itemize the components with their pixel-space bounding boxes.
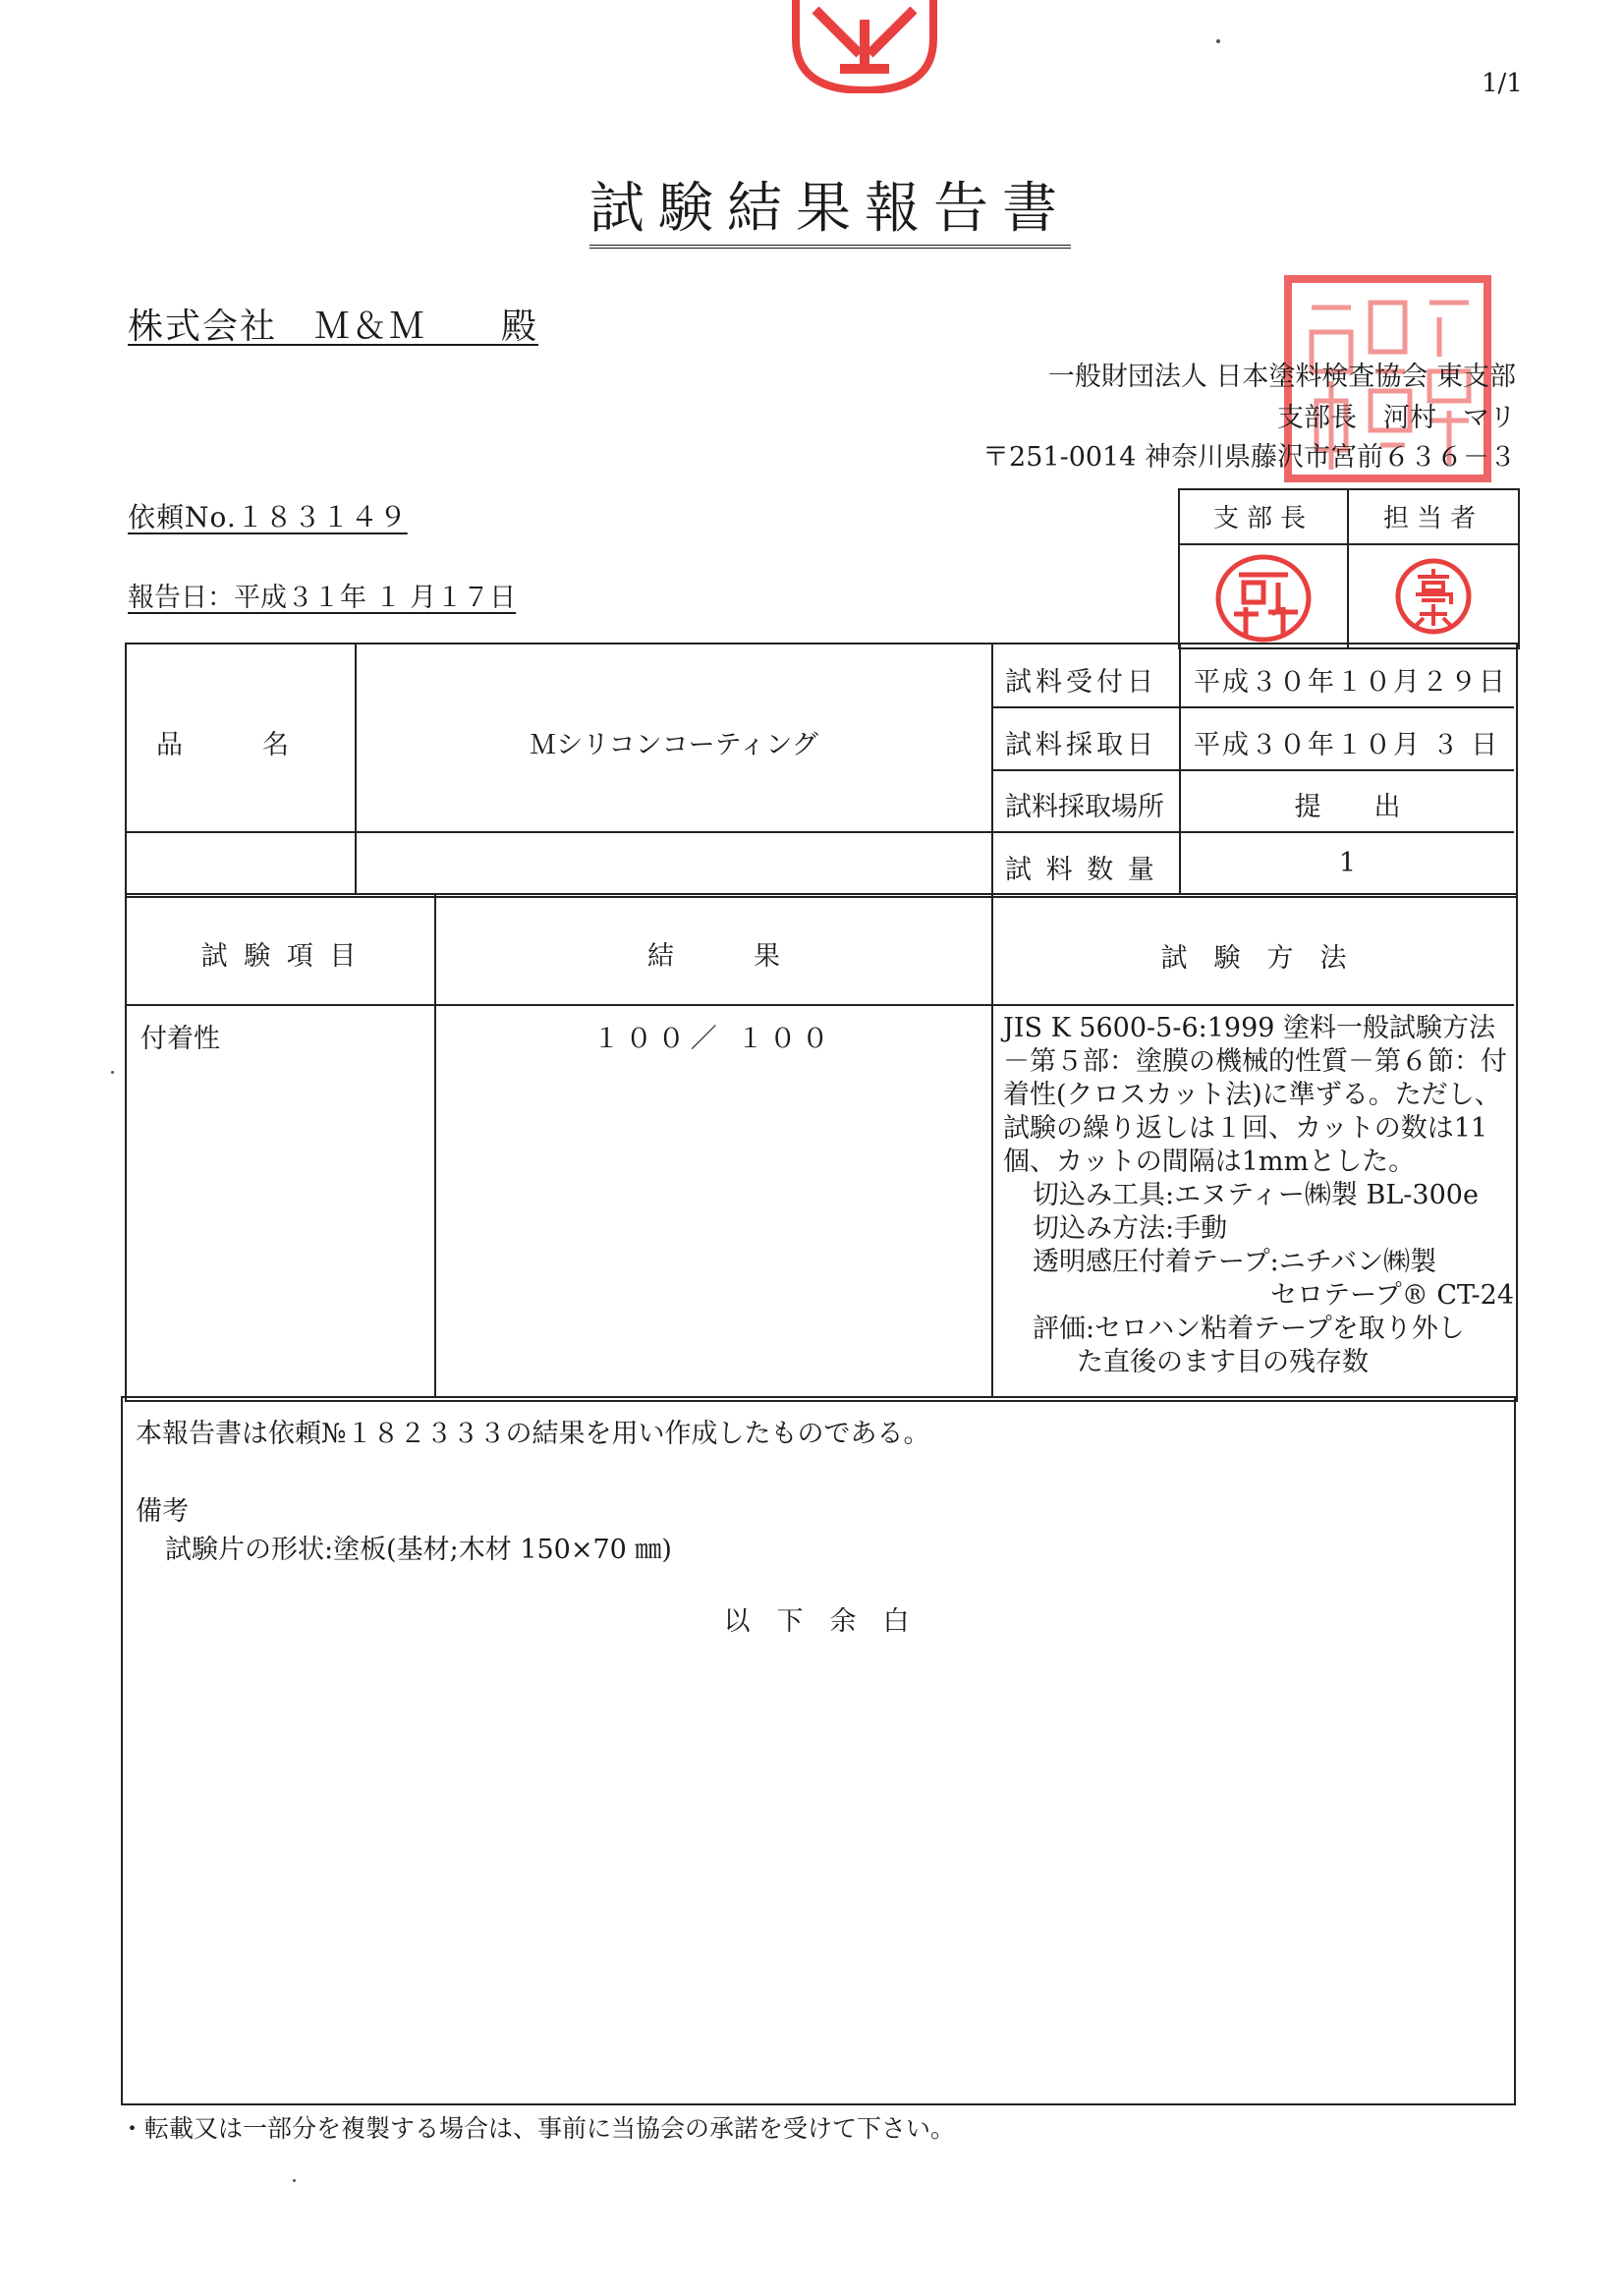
footer-note: ・転載又は一部分を複製する場合は、事前に当協会の承諾を受けて下さい。 bbox=[120, 2114, 956, 2143]
test-result-value: １００／ １００ bbox=[592, 1024, 835, 1054]
receive-date-value: 平成３０年１０月２９日 bbox=[1194, 667, 1507, 698]
method-line: JIS K 5600-5-6:1999 塗料一般試験方法 bbox=[1003, 1013, 1496, 1043]
method-detail: 切込み方法:手動 bbox=[1033, 1213, 1228, 1244]
branch-manager-seal-icon bbox=[1214, 553, 1313, 644]
quantity-value: 1 bbox=[1338, 848, 1357, 878]
method-detail: 切込み工具:エヌティー㈱製 BL-300e bbox=[1033, 1180, 1479, 1210]
issuer-organization: 一般財団法人 日本塗料検査協会 東支部 bbox=[1047, 362, 1516, 392]
col-header-result: 結 果 bbox=[647, 941, 780, 972]
test-item-adhesion: 付着性 bbox=[140, 1024, 220, 1054]
test-method-text bbox=[1003, 1012, 1514, 1379]
col-header-test-method: 試 験 方 法 bbox=[1160, 943, 1347, 974]
sampling-date-label: 試料採取日 bbox=[1005, 730, 1157, 760]
method-line: 着性(クロスカット法)に準ずる。ただし、 bbox=[1003, 1080, 1501, 1110]
top-seal-icon bbox=[786, 0, 943, 93]
sampling-place-value: 提 出 bbox=[1294, 792, 1401, 822]
sample-info-table bbox=[125, 643, 1518, 898]
method-line: －第５部：塗膜の機械的性質－第６節：付 bbox=[1003, 1046, 1507, 1077]
approval-head-branch-manager: 支部長 bbox=[1212, 504, 1314, 533]
request-number: 依頼No.１８３１４９ bbox=[128, 501, 408, 533]
recipient: 株式会社 Ｍ＆Ｍ 殿 bbox=[128, 307, 539, 347]
person-in-charge-seal-icon bbox=[1394, 557, 1473, 636]
method-detail: 透明感圧付着テープ:ニチバン㈱製 bbox=[1033, 1247, 1437, 1277]
receive-date-label: 試料受付日 bbox=[1005, 667, 1157, 698]
issuer-address: 〒251-0014 神奈川県藤沢市宮前６３６－３ bbox=[982, 442, 1516, 473]
remarks-text: 試験片の形状:塗板(基材;木材 150×70 ㎜) bbox=[165, 1535, 672, 1565]
product-name-label: 品 名 bbox=[156, 730, 289, 760]
quantity-label: 試 料 数 量 bbox=[1005, 855, 1157, 885]
method-line: 個、カットの間隔は1mmとした。 bbox=[1003, 1147, 1416, 1177]
method-line: 試験の繰り返しは１回、カットの数は11 bbox=[1003, 1113, 1488, 1144]
page-number: 1/1 bbox=[1482, 69, 1523, 98]
approval-head-person-in-charge: 担当者 bbox=[1382, 504, 1484, 533]
notes-reference: 本報告書は依頼№１８２３３３の結果を用い作成したものである。 bbox=[136, 1419, 930, 1449]
remarks-label: 備考 bbox=[136, 1496, 189, 1527]
report-date: 報告日：平成３１年 １ 月１７日 bbox=[128, 583, 517, 613]
approval-box bbox=[1178, 488, 1520, 649]
method-detail: 評価:セロハン粘着テープを取り外し bbox=[1033, 1314, 1465, 1344]
sampling-place-label: 試料採取場所 bbox=[1005, 792, 1164, 822]
issuer-person: 支部長 河村 マリ bbox=[1277, 403, 1516, 433]
product-name-value: Ｍシリコンコーティング bbox=[530, 730, 818, 760]
col-header-test-item: 試 験 項 目 bbox=[200, 941, 361, 972]
end-mark: 以 下 余 白 bbox=[723, 1606, 910, 1637]
scan-speck bbox=[293, 2179, 296, 2182]
sampling-date-value: 平成３０年１０月 ３ 日 bbox=[1194, 730, 1500, 760]
page-title: 試験結果報告書 bbox=[0, 165, 1624, 244]
scan-speck bbox=[1216, 39, 1220, 43]
method-detail: た直後のます目の残存数 bbox=[1077, 1347, 1369, 1377]
method-detail: セロテープ® CT-24 bbox=[1270, 1280, 1514, 1311]
scan-speck bbox=[111, 1071, 114, 1074]
notes-box bbox=[121, 1396, 1516, 2105]
